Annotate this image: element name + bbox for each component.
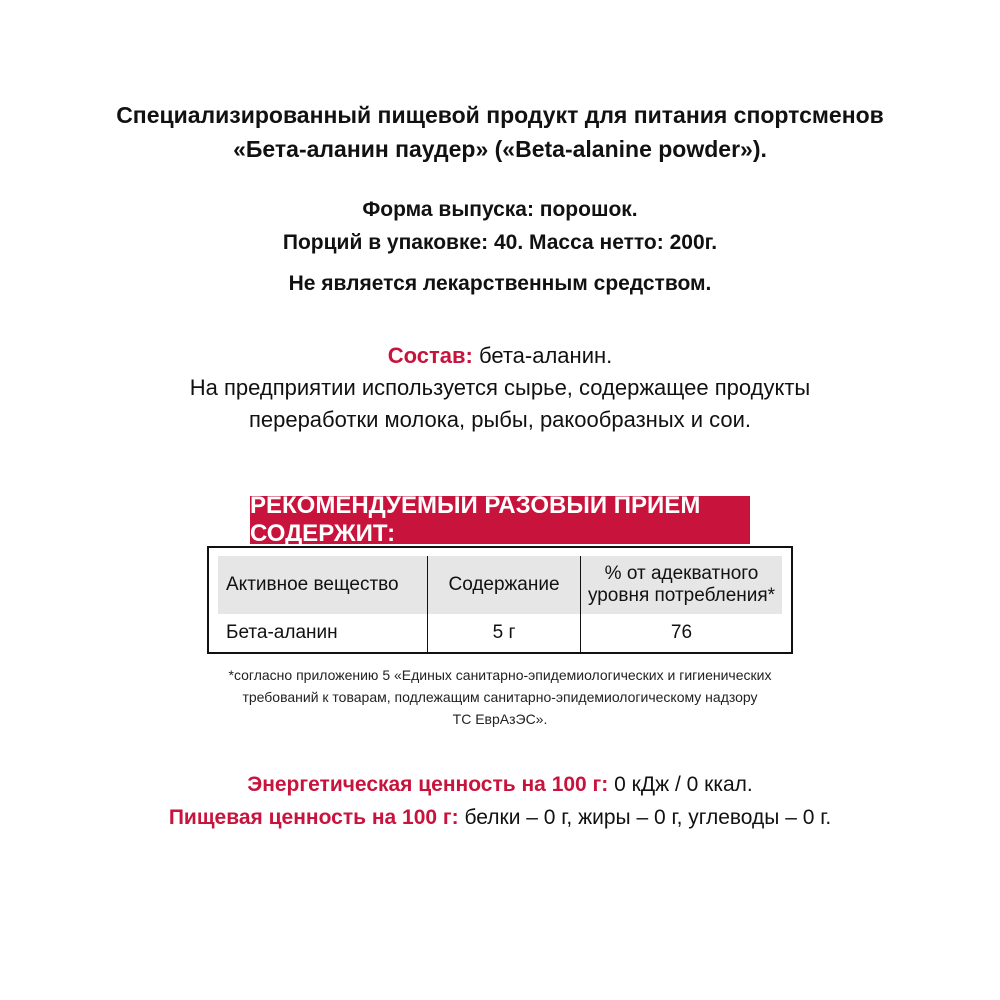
intro-line-1: Специализированный пищевой продукт для питания спортсменов [116, 102, 884, 128]
composition-value: бета-аланин. [472, 343, 613, 368]
nutrition-line [0, 801, 1000, 834]
footnote-line-3: ТС ЕврАзЭС». [452, 711, 548, 727]
header-percent [581, 556, 783, 614]
dose-banner: РЕКОМЕНДУЕМЫЙ РАЗОВЫЙ ПРИЁМ СОДЕРЖИТ: [250, 496, 750, 544]
nutrition-label: Пищевая ценность на 100 г: [168, 806, 459, 829]
header-substance: Активное вещество [218, 556, 428, 614]
cell-percent: 76 [670, 622, 693, 643]
dose-table [218, 556, 782, 652]
cell-content: 5 г [428, 614, 581, 652]
footnote-line-2: требований к товарам, подлежащим санитарно-эпидемиологическому надзору [242, 689, 758, 705]
footnote [0, 664, 1000, 730]
product-intro [0, 98, 1000, 166]
energy-value: 0 кДж / 0 ккал. [608, 773, 753, 796]
nutrition-value: белки – 0 г, жиры – 0 г, углеводы – 0 г. [458, 806, 832, 829]
nutrition-block [0, 768, 1000, 834]
release-form: Форма выпуска: порошок. [362, 198, 638, 221]
dose-table-frame [207, 546, 793, 654]
footnote-line-1: *согласно приложению 5 «Единых санитарно-эпидемиологических и гигиенических [228, 667, 772, 683]
energy-label: Энергетическая ценность на 100 г: [247, 773, 609, 796]
header-content: Содержание [428, 556, 581, 614]
cell-substance: Бета-аланин [218, 614, 428, 652]
header-percent-line-1: % от адекватного [604, 563, 759, 584]
header-percent-line-2: уровня потребления* [587, 585, 776, 606]
allergen-note-2: переработки молока, рыбы, ракообразных и сои. [248, 407, 752, 432]
table-header-row [218, 556, 782, 614]
allergen-note-1: На предприятии используется сырье, содержащее продукты [189, 375, 811, 400]
release-info [0, 193, 1000, 259]
release-portions: Порций в упаковке: 40. Масса нетто: 200г. [282, 231, 718, 254]
energy-line [0, 768, 1000, 801]
composition-label: Состав: [387, 343, 473, 368]
composition-line [0, 340, 1000, 372]
not-medicine-text: Не является лекарственным средством. [288, 272, 712, 295]
table-row [218, 614, 782, 652]
intro-line-2: «Бета-аланин паудер» («Beta-alanine powder»). [233, 136, 767, 162]
composition-block [0, 340, 1000, 436]
